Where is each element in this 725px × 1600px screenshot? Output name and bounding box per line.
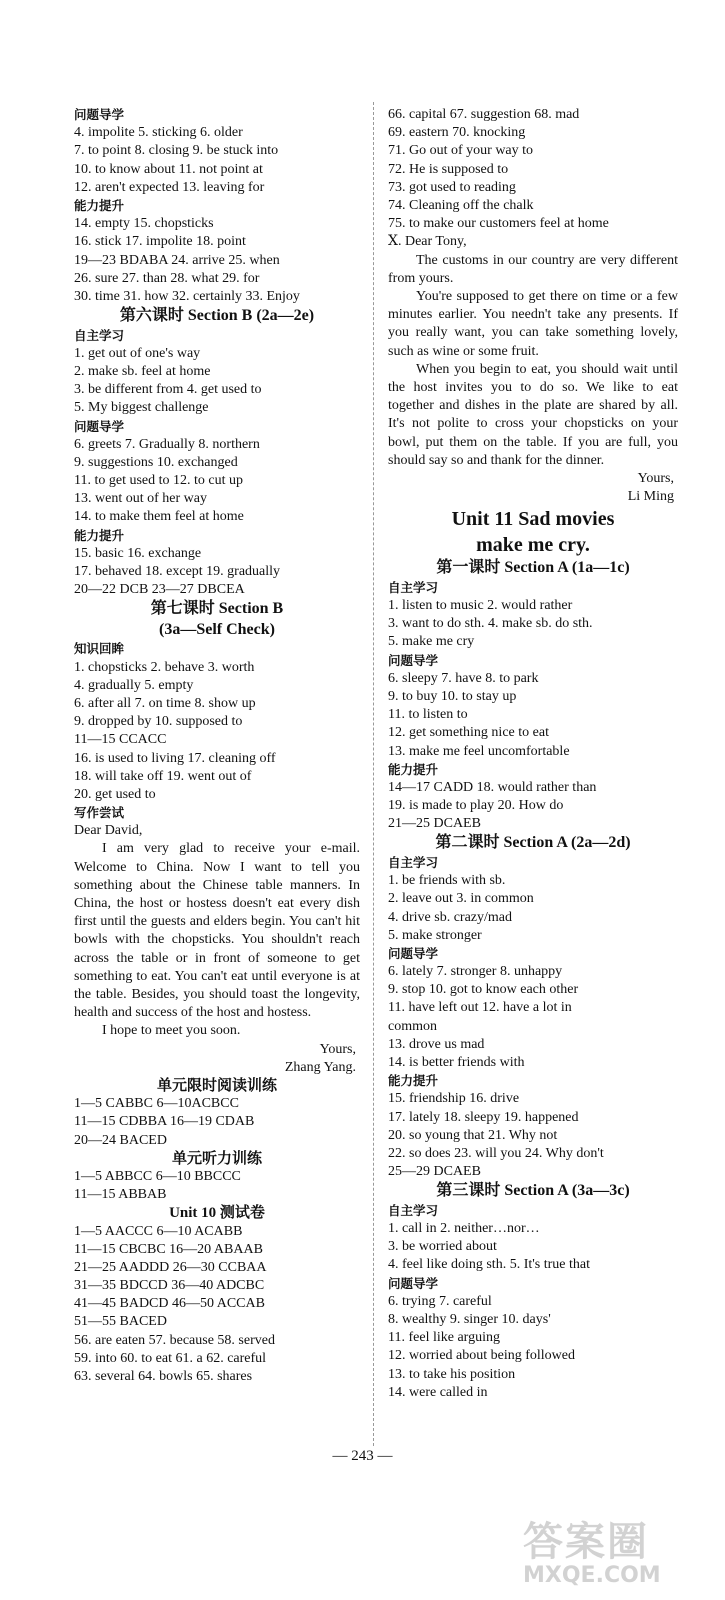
answer-line: 9. dropped by 10. supposed to	[74, 714, 243, 730]
answer-line: 6. trying 7. careful	[388, 1293, 492, 1309]
answer-line: 21—25 AADDD 26—30 CCBAA	[74, 1259, 267, 1275]
answer-line: 2. make sb. feel at home	[74, 363, 211, 379]
answer-line: 4. impolite 5. sticking 6. older	[74, 125, 243, 141]
signature-line: Yours,	[637, 470, 674, 486]
section-label: 能力提升	[74, 527, 125, 543]
watermark-cn: 答案圈	[523, 1519, 649, 1565]
section-label: 能力提升	[74, 197, 125, 213]
answer-line: 6. lately 7. stronger 8. unhappy	[388, 964, 563, 980]
answer-line: 25—29 DCAEB	[388, 1164, 481, 1180]
answer-line: 72. He is supposed to	[388, 161, 509, 177]
answer-line: 11. feel like arguing	[388, 1330, 500, 1346]
answer-line: 14. were called in	[388, 1384, 488, 1400]
answer-line: 51—55 BACED	[74, 1314, 167, 1330]
answer-line: 5. make me cry	[388, 634, 475, 650]
answer-line: Dear David,	[74, 823, 143, 839]
answer-line: 14. is better friends with	[388, 1055, 525, 1070]
lesson-heading: 第六课时 Section B (2a—2e)	[119, 307, 315, 325]
answer-line: Ⅹ. Dear Tony,	[388, 234, 467, 250]
section-label: 自主学习	[388, 854, 439, 870]
essay-paragraph: I am very glad to receive your e-mail. Welcome to China. Now I want to tell you something about the Chinese table manners. In China, the host or hostess doesn't eat every dish first until the guests and elders begin. You can't hit bowls with the chopsticks. You shouldn't reach across the table or in front of someone to get something to eat. You can't eat until everyone is at the table. Besides, you should toast the longevity, health and success of the host and hostess.	[74, 841, 360, 1021]
answer-line: 20—22 DCB 23—27 DBCEA	[74, 582, 245, 598]
page-number: — 243 —	[332, 1448, 393, 1464]
watermark-logo	[523, 1520, 713, 1592]
answer-line: 31—35 BDCCD 36—40 ADCBC	[74, 1278, 265, 1294]
section-label: 问题导学	[388, 945, 439, 961]
essay-paragraph: You're supposed to get there on time or a few minutes earlier. You needn't take any presents. If you really want, you can take something lovely, such as wine or some fruit.	[388, 288, 678, 359]
answer-line: 15. basic 16. exchange	[74, 545, 202, 561]
answer-line: 1. be friends with sb.	[388, 873, 506, 889]
answer-line: 20—24 BACED	[74, 1132, 167, 1148]
section-heading: Unit 10 测试卷	[169, 1205, 265, 1222]
answer-line: 75. to make our customers feel at home	[388, 216, 609, 232]
essay-closing: I hope to meet you soon.	[102, 1023, 241, 1039]
answer-line: 13. make me feel uncomfortable	[388, 743, 570, 759]
answer-line: 16. is used to living 17. cleaning off	[74, 750, 276, 766]
answer-line: 11—15 CDBBA 16—19 CDAB	[74, 1114, 255, 1130]
section-label: 能力提升	[388, 1073, 439, 1089]
answer-line: 13. went out of her way	[74, 491, 207, 507]
answer-line: 2. leave out 3. in common	[388, 891, 534, 907]
answer-line: 1. chopsticks 2. behave 3. worth	[74, 659, 255, 675]
answer-line: 71. Go out of your way to	[388, 143, 534, 159]
answer-line: 20. get used to	[74, 786, 156, 802]
answer-line: 17. lately 18. sleepy 19. happened	[388, 1109, 579, 1125]
essay-paragraph: When you begin to eat, you should wait until the host invites you to do so. We like to eat together and dishes in the plate are shared by all. It's not polite to cross your chopsticks on your bowl, put them on the table. If you are full, you should say so and thank for the dinner.	[388, 361, 678, 468]
section-label: 问题导学	[74, 418, 125, 434]
answer-line: 21—25 DCAEB	[388, 816, 481, 832]
answer-line: 12. get something nice to eat	[388, 725, 549, 741]
answer-line: 12. aren't expected 13. leaving for	[74, 179, 265, 195]
answer-line: 7. to point 8. closing 9. be stuck into	[74, 143, 279, 159]
lesson-heading: (3a—Self Check)	[159, 620, 275, 638]
answer-line: 6. sleepy 7. have 8. to park	[388, 670, 539, 686]
answer-line: 6. greets 7. Gradually 8. northern	[74, 436, 260, 452]
answer-line: 66. capital 67. suggestion 68. mad	[388, 107, 580, 122]
signature-line: Zhang Yang.	[284, 1059, 356, 1075]
answer-line: 1—5 ABBCC 6—10 BBCCC	[74, 1168, 241, 1184]
answer-line: 9. suggestions 10. exchanged	[74, 454, 238, 470]
lesson-heading: 第七课时 Section B	[150, 600, 284, 618]
section-label: 知识回眸	[74, 641, 125, 657]
answer-line: 3. be worried about	[388, 1239, 497, 1255]
answer-line: 15. friendship 16. drive	[388, 1091, 520, 1107]
unit-title: Unit 11 Sad movies	[451, 508, 615, 531]
answer-line: 5. My biggest challenge	[74, 400, 209, 416]
answer-line: 59. into 60. to eat 61. a 62. careful	[74, 1350, 267, 1366]
column-divider	[373, 102, 374, 1446]
answer-line: 11. to listen to	[388, 707, 468, 723]
answer-line: 4. feel like doing sth. 5. It's true that	[388, 1257, 590, 1273]
section-label: 能力提升	[388, 761, 439, 777]
answer-line: 1. listen to music 2. would rather	[388, 598, 573, 613]
section-label: 自主学习	[388, 579, 439, 595]
answer-line: 14. empty 15. chopsticks	[74, 216, 214, 232]
answer-line: 5. make stronger	[388, 927, 482, 943]
answer-line: 30. time 31. how 32. certainly 33. Enjoy	[74, 288, 300, 304]
answer-line: 16. stick 17. impolite 18. point	[74, 234, 246, 250]
section-label: 自主学习	[74, 327, 125, 343]
answer-line: 19. is made to play 20. How do	[388, 798, 564, 814]
answer-line: 4. gradually 5. empty	[74, 677, 194, 693]
lesson-heading: 第二课时 Section A (2a—2d)	[435, 834, 631, 852]
section-heading: 单元听力训练	[171, 1150, 262, 1167]
answer-line: 3. be different from 4. get used to	[74, 382, 262, 398]
answer-line: 11—15 CCACC	[74, 732, 167, 748]
answer-line: 9. stop 10. got to know each other	[388, 982, 579, 998]
answer-line: 1—5 AACCC 6—10 ACABB	[74, 1223, 243, 1239]
answer-line: 20. so young that 21. Why not	[388, 1127, 558, 1143]
answer-line: 9. to buy 10. to stay up	[388, 688, 517, 704]
answer-line: 63. several 64. bowls 65. shares	[74, 1369, 253, 1385]
section-heading: 单元限时阅读训练	[156, 1078, 277, 1095]
answer-line: 8. wealthy 9. singer 10. days'	[388, 1311, 551, 1327]
unit-title: make me cry.	[476, 534, 590, 557]
section-label: 写作尝试	[74, 805, 125, 821]
answer-line: 22. so does 23. will you 24. Why don't	[388, 1145, 604, 1161]
answer-line: 73. got used to reading	[388, 179, 516, 195]
answer-line: common	[388, 1018, 437, 1034]
section-label: 问题导学	[74, 107, 125, 122]
lesson-heading: 第一课时 Section A (1a—1c)	[436, 559, 630, 577]
watermark-en: MXQE.COM	[523, 1563, 661, 1588]
answer-line: 74. Cleaning off the chalk	[388, 197, 534, 213]
answer-line: 13. drove us mad	[388, 1036, 485, 1052]
answer-line: 1—5 CABBC 6—10ACBCC	[74, 1096, 239, 1112]
signature-line: Li Ming	[627, 489, 674, 505]
answer-line: 12. worried about being followed	[388, 1348, 576, 1364]
answer-line: 11—15 ABBAB	[74, 1187, 167, 1203]
answer-line: 13. to take his position	[388, 1366, 516, 1382]
left-column	[74, 106, 360, 1386]
answer-line: 69. eastern 70. knocking	[388, 125, 526, 141]
essay-paragraph: The customs in our country are very different from yours.	[388, 252, 678, 286]
answer-line: 56. are eaten 57. because 58. served	[74, 1332, 275, 1348]
section-label: 自主学习	[388, 1202, 439, 1218]
answer-line: 18. will take off 19. went out of	[74, 768, 252, 784]
answer-line: 1. call in 2. neither…nor…	[388, 1221, 540, 1236]
answer-line: 11. to get used to 12. to cut up	[74, 473, 244, 489]
answer-line: 1. get out of one's way	[74, 345, 201, 361]
answer-line: 14. to make them feel at home	[74, 509, 244, 525]
answer-line: 11. have left out 12. have a lot in	[388, 1000, 572, 1016]
answer-line: 10. to know about 11. not point at	[74, 161, 263, 177]
right-column	[388, 106, 678, 1402]
section-label: 问题导学	[388, 1275, 439, 1291]
signature-line: Yours,	[319, 1041, 356, 1057]
answer-line: 11—15 CBCBC 16—20 ABAAB	[74, 1241, 263, 1257]
answer-line: 4. drive sb. crazy/mad	[388, 909, 513, 925]
answer-line: 17. behaved 18. except 19. gradually	[74, 564, 281, 579]
answer-line: 26. sure 27. than 28. what 29. for	[74, 270, 260, 286]
lesson-heading: 第三课时 Section A (3a—3c)	[436, 1182, 630, 1200]
answer-line: 41—45 BADCD 46—50 ACCAB	[74, 1296, 265, 1312]
answer-line: 14—17 CADD 18. would rather than	[388, 779, 597, 795]
answer-line: 19—23 BDABA 24. arrive 25. when	[74, 252, 280, 268]
answer-line: 6. after all 7. on time 8. show up	[74, 695, 256, 711]
section-label: 问题导学	[388, 652, 439, 668]
answer-line: 3. want to do sth. 4. make sb. do sth.	[388, 616, 593, 632]
